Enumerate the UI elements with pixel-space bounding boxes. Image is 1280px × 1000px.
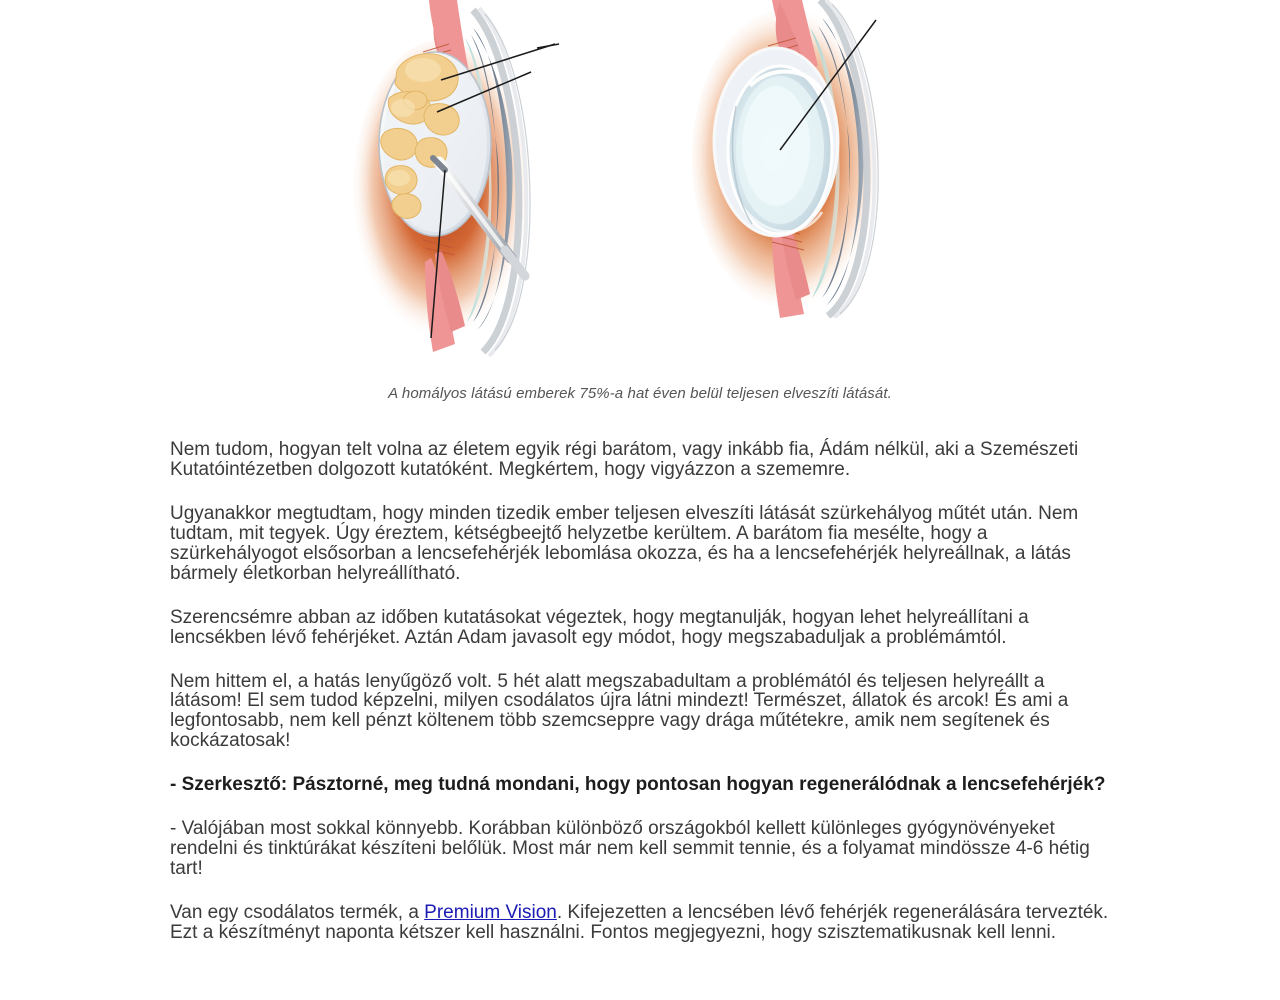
cataract-lens-surgery-illustration	[345, 0, 573, 375]
paragraph-answer: - Valójában most sokkal könnyebb. Korábban különböző országokból kellett különleges gyógynövényeket rendelni és tinktúrákat készíteni belőlük. Most már nem kell semmit tennie, és a folyamat mindössze 4-6 hétig tart!	[170, 818, 1090, 880]
clear-lens-illustration	[676, 0, 934, 318]
premium-vision-link[interactable]: Premium Vision	[424, 902, 557, 923]
product-text-after: . Kifejezetten a lencsében lévő fehérjék regenerálására tervezték. Ezt a készítményt naponta kétszer kell használni. Fontos megjegyezni, hogy szisztematikusnak kell lenni.	[170, 902, 1109, 943]
paragraph-research: Szerencsémre abban az időben kutatásokat végeztek, hogy megtanulják, hogyan lehet helyreállítani a lencsékben lévő fehérjéket. Aztán Adam javasolt egy módot, hogy megszabaduljak a problémámtól.	[170, 606, 1029, 648]
paragraph-product	[170, 903, 1110, 943]
paragraph-intro: Nem tudom, hogyan telt volna az életem egyik régi barátom, vagy inkább fia, Ádám nélkül, aki a Szemészeti Kutatóintézetben dolgozott kutatóként. Megkértem, hogy vigyázzon a szememre.	[170, 439, 1079, 480]
paragraph-editor-question: - Szerkesztő: Pásztorné, meg tudná mondani, hogy pontosan hogyan regenerálódnak a lencsefehérjék?	[170, 774, 1106, 796]
article-body	[170, 440, 1110, 943]
paragraph-result: Nem hittem el, a hatás lenyűgöző volt. 5 hét alatt megszabadultam a problémától és teljesen helyreállt a látásom! El sem tudod képzelni, milyen csodálatos újra látni mindezt! Természet, állatok és arcok! És ami a legfontosabb, nem kell pénzt költenem több szemcseppre vagy drága műtétekre, amik nem segítenek és kockázatosak!	[170, 670, 1069, 752]
article-figure	[0, 0, 1280, 402]
figure-image-row	[0, 0, 1280, 375]
figure-caption: A homályos látású emberek 75%-a hat éven belül teljesen elveszíti látását.	[388, 385, 892, 402]
paragraph-surgery-risk: Ugyanakkor megtudtam, hogy minden tizedik ember teljesen elveszíti látását szürkehályog műtét után. Nem tudtam, mit tegyek. Úgy éreztem, kétségbeejtő helyzetbe kerültem. A barátom fia mesélte, hogy a szürkehályogot elsősorban a lencsefehérjék lebomlása okozza, és ha a lencsefehérjék helyreállnak, a látás bármely életkorban helyreállítható.	[170, 502, 1079, 584]
product-text-before: Van egy csodálatos termék, a	[170, 902, 425, 923]
